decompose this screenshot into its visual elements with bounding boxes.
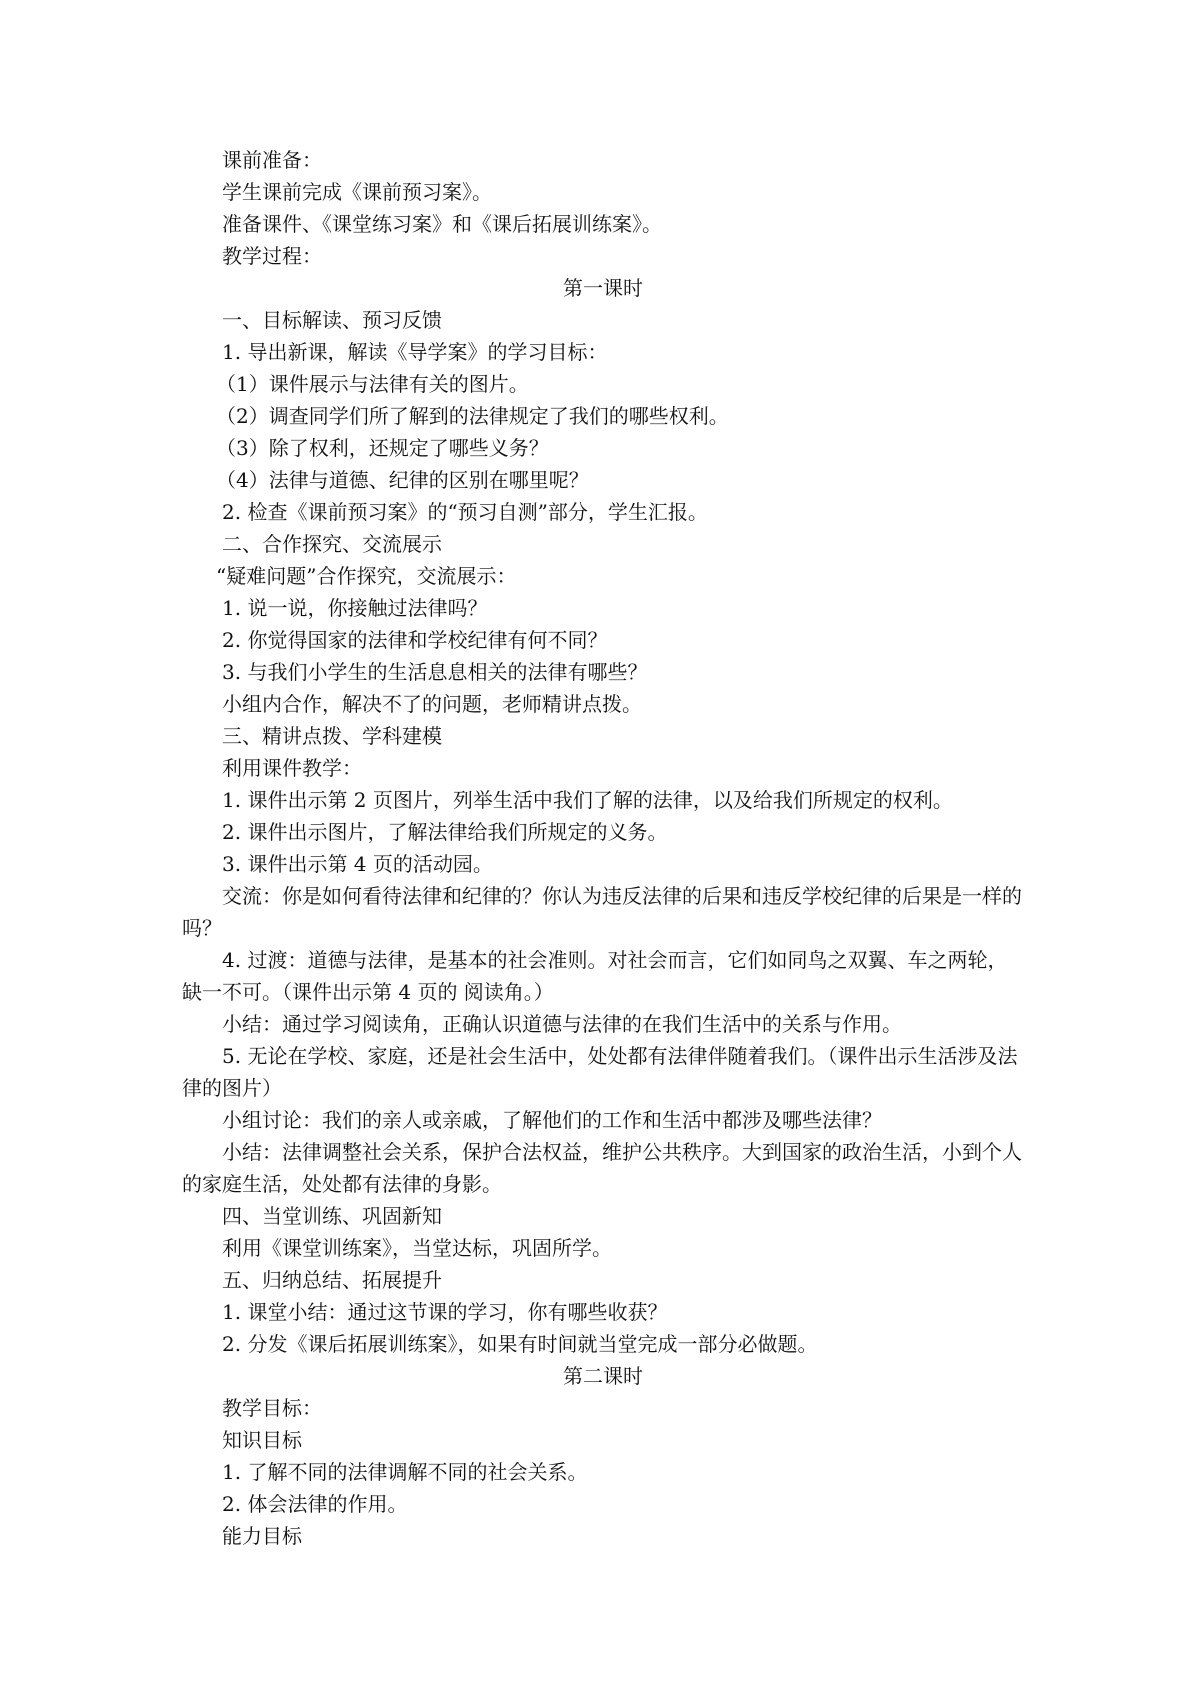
paragraph: 小组讨论：我们的亲人或亲戚，了解他们的工作和生活中都涉及哪些法律？	[222, 1108, 882, 1132]
paragraph: 2. 分发《课后拓展训练案》，如果有时间就当堂完成一部分必做题。	[222, 1332, 818, 1356]
paragraph: 1. 说一说，你接触过法律吗？	[222, 596, 488, 620]
paragraph: 二、合作探究、交流展示	[222, 532, 442, 556]
paragraph: 3. 课件出示第 4 页的活动园。	[222, 852, 493, 876]
paragraph: 能力目标	[222, 1524, 302, 1548]
paragraph: 1. 导出新课，解读《导学案》的学习目标：	[222, 340, 608, 364]
paragraph: 1. 课件出示第 2 页图片，列举生活中我们了解的法律，以及给我们所规定的权利。	[222, 788, 953, 812]
sub-item: （3）除了权利，还规定了哪些义务？	[216, 436, 549, 460]
paragraph: 利用《课堂训练案》，当堂达标，巩固所学。	[222, 1236, 612, 1260]
paragraph: 小结：通过学习阅读角，正确认识道德与法律的在我们生活中的关系与作用。	[222, 1012, 902, 1036]
paragraph: 3. 与我们小学生的生活息息相关的法律有哪些？	[222, 660, 648, 684]
sub-item: “疑难问题”合作探究，交流展示：	[216, 564, 517, 588]
sub-item: （1）课件展示与法律有关的图片。	[216, 372, 529, 396]
paragraph: 2. 检查《课前预习案》的“预习自测”部分，学生汇报。	[222, 500, 708, 524]
section-heading: 第二课时	[563, 1364, 643, 1388]
paragraph: 5. 无论在学校、家庭，还是社会生活中，处处都有法律伴随着我们。（课件出示生活涉及法律的图片）	[182, 1044, 1018, 1100]
sub-item: （4）法律与道德、纪律的区别在哪里呢？	[216, 468, 589, 492]
paragraph: 2. 体会法律的作用。	[222, 1492, 408, 1516]
paragraph: 一、目标解读、预习反馈	[222, 308, 442, 332]
paragraph: 2. 你觉得国家的法律和学校纪律有何不同？	[222, 628, 608, 652]
sub-item: （2）调查同学们所了解到的法律规定了我们的哪些权利。	[216, 404, 729, 428]
paragraph: 小结：法律调整社会关系，保护合法权益，维护公共秩序。大到国家的政治生活，小到个人的家庭生活，处处都有法律的身影。	[182, 1140, 1022, 1196]
paragraph: 教学目标：	[222, 1396, 322, 1420]
paragraph: 三、精讲点拨、学科建模	[222, 724, 442, 748]
paragraph: 1. 课堂小结：通过这节课的学习，你有哪些收获？	[222, 1300, 668, 1324]
paragraph: 小组内合作，解决不了的问题，老师精讲点拨。	[222, 692, 642, 716]
paragraph: 学生课前完成《课前预习案》。	[222, 180, 492, 204]
paragraph: 1. 了解不同的法律调解不同的社会关系。	[222, 1460, 588, 1484]
paragraph: 4. 过渡：道德与法律，是基本的社会准则。对社会而言，它们如同鸟之双翼、车之两轮，缺一不可。（课件出示第 4 页的 阅读角。）	[182, 948, 1008, 1004]
section-heading: 第一课时	[563, 276, 643, 300]
paragraph: 四、当堂训练、巩固新知	[222, 1204, 442, 1228]
document-body	[182, 144, 1024, 1552]
paragraph: 课前准备：	[222, 148, 322, 172]
paragraph: 利用课件教学：	[222, 756, 362, 780]
paragraph: 知识目标	[222, 1428, 302, 1452]
paragraph: 准备课件、《课堂练习案》和《课后拓展训练案》。	[222, 212, 662, 236]
paragraph: 交流：你是如何看待法律和纪律的？你认为违反法律的后果和违反学校纪律的后果是一样的吗？	[182, 884, 1022, 940]
paragraph: 2. 课件出示图片，了解法律给我们所规定的义务。	[222, 820, 668, 844]
paragraph: 五、归纳总结、拓展提升	[222, 1268, 442, 1292]
paragraph: 教学过程：	[222, 244, 322, 268]
